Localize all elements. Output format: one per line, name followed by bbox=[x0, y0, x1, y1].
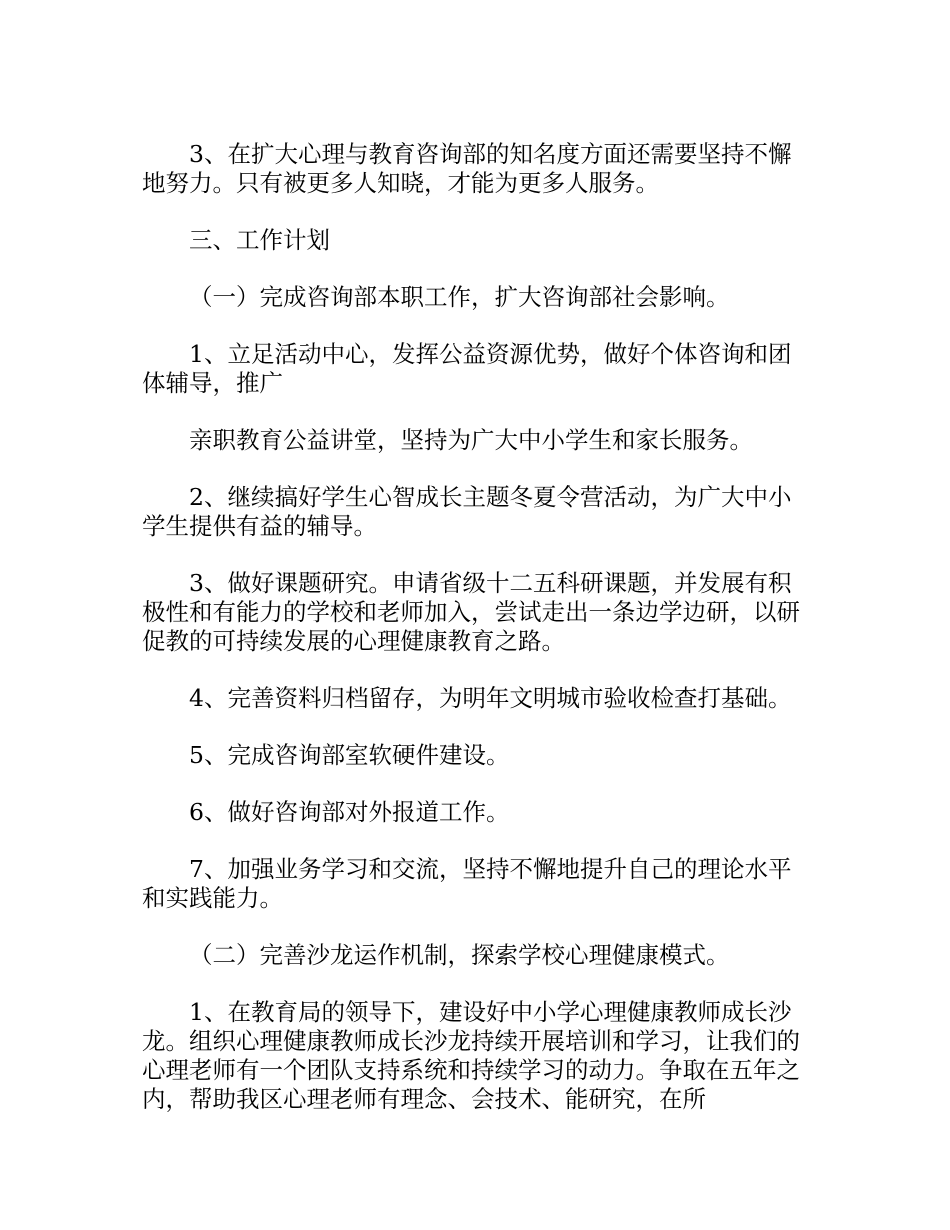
paragraph-parenting-lecture: 亲职教育公益讲堂，坚持为广大中小学生和家长服务。 bbox=[189, 426, 753, 454]
paragraph-item-1: 1、立足活动中心，发挥公益资源优势，做好个体咨询和团体辅导，推广 bbox=[142, 340, 792, 397]
document-body bbox=[142, 140, 812, 1142]
section-heading-work-plan: 三、工作计划 bbox=[189, 226, 330, 254]
subheading-salon-mechanism: （二）完善沙龙运作机制，探索学校心理健康模式。 bbox=[189, 941, 730, 969]
paragraph-item-2: 2、继续搞好学生心智成长主题冬夏令营活动，为广大中小学生提供有益的辅导。 bbox=[142, 483, 792, 540]
paragraph-item-5: 5、完成咨询部室软硬件建设。 bbox=[189, 741, 510, 769]
paragraph-salon-item-1: 1、在教育局的领导下，建设好中小学心理健康教师成长沙龙。组织心理健康教师成长沙龙持续开展培训和学习，让我们的心理老师有一个团队支持系统和持续学习的动力。争取在五年之内，帮助我区心理老师有理念、会技术、能研究，在所 bbox=[142, 998, 800, 1113]
paragraph-item-6: 6、做好咨询部对外报道工作。 bbox=[189, 798, 510, 826]
paragraph-item-4: 4、完善资料归档留存，为明年文明城市验收检查打基础。 bbox=[189, 684, 792, 712]
paragraph-awareness: 3、在扩大心理与教育咨询部的知名度方面还需要坚持不懈地努力。只有被更多人知晓，才能为更多人服务。 bbox=[142, 140, 792, 197]
paragraph-item-7: 7、加强业务学习和交流，坚持不懈地提升自己的理论水平和实践能力。 bbox=[142, 855, 792, 912]
subheading-consulting-duties: （一）完成咨询部本职工作，扩大咨询部社会影响。 bbox=[189, 283, 730, 311]
paragraph-item-3: 3、做好课题研究。申请省级十二五科研课题，并发展有积极性和有能力的学校和老师加入，尝试走出一条边学边研，以研促教的可持续发展的心理健康教育之路。 bbox=[142, 569, 800, 655]
